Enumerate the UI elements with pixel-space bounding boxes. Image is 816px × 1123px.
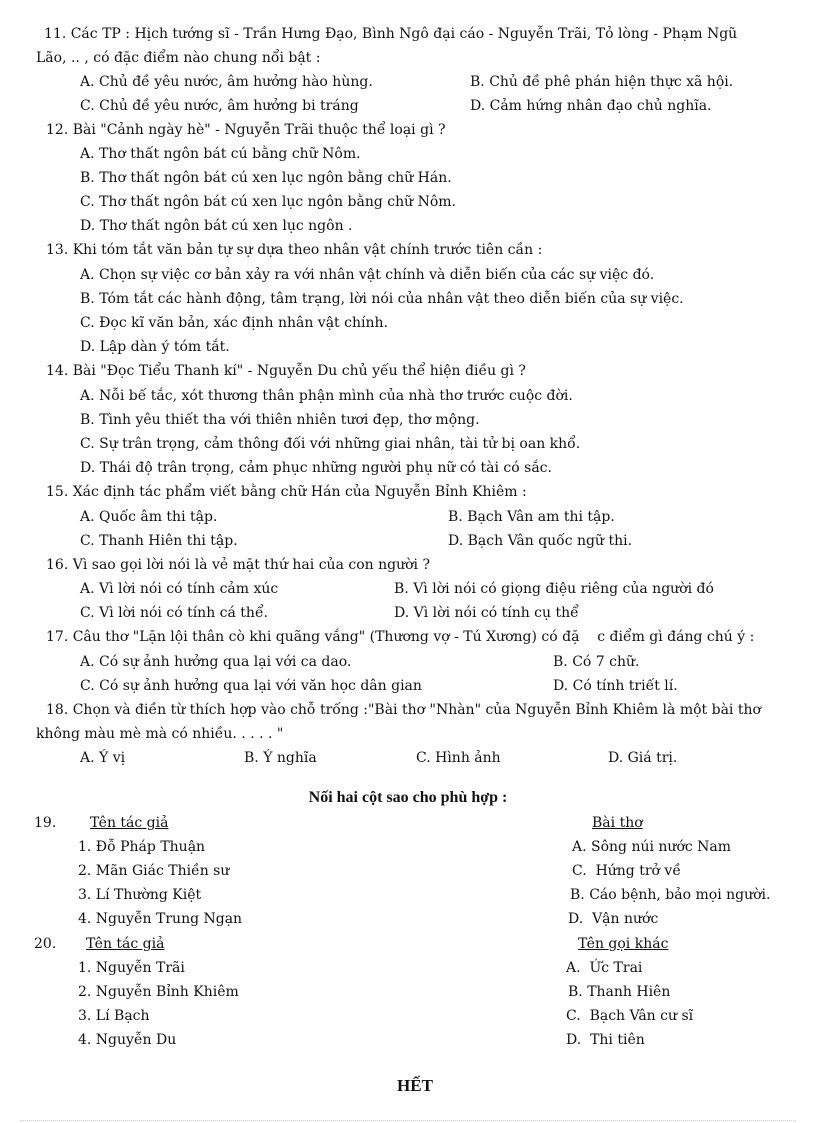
q17-option-d: D. Có tính triết lí. (553, 678, 678, 694)
q17-option-c: C. Có sự ảnh hưởng qua lại với văn học dân gian (80, 678, 422, 694)
q15-option-b: B. Bạch Vân am thi tập. (448, 509, 615, 525)
q14-stem: 14. Bài "Đọc Tiểu Thanh kí" - Nguyễn Du chủ yếu thể hiện điều gì ? (46, 363, 526, 379)
q20-left-header: Tên tác giả (86, 936, 165, 952)
q16-stem: 16. Vì sao gọi lời nói là vẻ mặt thứ hai của con người ? (46, 557, 430, 573)
q19-left-item: 2. Mãn Giác Thiền sư (78, 863, 230, 879)
q14-option-b: B. Tình yêu thiết tha với thiên nhiên tươi đẹp, thơ mộng. (80, 412, 480, 428)
q11-option-b: B. Chủ đề phê phán hiện thực xã hội. (470, 74, 734, 90)
q20-left-item: 3. Lí Bạch (78, 1008, 150, 1024)
q19-right-header: Bài thơ (592, 815, 643, 831)
q19-right-item: D. Vận nước (568, 911, 659, 927)
q15-option-a: A. Quốc âm thi tập. (80, 509, 218, 525)
q11-stem-line2: Lão, .. , có đặc điểm nào chung nổi bật : (36, 50, 321, 66)
q18-stem-line2: không màu mè mà có nhiều. . . . . " (36, 726, 284, 742)
q16-option-b: B. Vì lời nói có giọng điệu riêng của người đó (394, 581, 714, 597)
q18-option-a: A. Ý vị (80, 750, 126, 766)
q11-option-d: D. Cảm hứng nhân đạo chủ nghĩa. (470, 98, 712, 114)
q20-right-item: C. Bạch Vân cư sĩ (566, 1008, 694, 1024)
q18-option-b: B. Ý nghĩa (244, 750, 317, 766)
q14-option-c: C. Sự trân trọng, cảm thông đối với những giai nhân, tài tử bị oan khổ. (80, 436, 581, 452)
q19-number: 19. (34, 815, 57, 831)
q15-option-c: C. Thanh Hiên thi tập. (80, 533, 238, 549)
q17-option-a: A. Có sự ảnh hưởng qua lại với ca dao. (80, 654, 352, 670)
q14-option-d: D. Thái độ trân trọng, cảm phục những người phụ nữ có tài có sắc. (80, 460, 552, 476)
q19-right-item: A. Sông núi nước Nam (572, 839, 732, 855)
q13-option-a: A. Chọn sự việc cơ bản xảy ra với nhân vật chính và diễn biến của các sự việc đó. (80, 267, 655, 283)
bottom-dotted-rule (20, 1120, 796, 1121)
q19-left-item: 3. Lí Thường Kiệt (78, 887, 202, 903)
q11-option-a: A. Chủ đề yêu nước, âm hưởng hào hùng. (80, 74, 373, 90)
q18-option-c: C. Hình ảnh (416, 750, 501, 766)
q16-option-c: C. Vì lời nói có tính cá thể. (80, 605, 269, 621)
q13-option-b: B. Tóm tắt các hành động, tâm trạng, lời nói của nhân vật theo diễn biến của sự việc. (80, 291, 684, 307)
q19-right-item: C. Hứng trở về (572, 863, 681, 879)
q16-option-a: A. Vì lời nói có tính cảm xúc (80, 581, 279, 597)
q17-option-b: B. Có 7 chữ. (553, 654, 640, 670)
q16-option-d: D. Vì lời nói có tính cụ thể (394, 605, 579, 621)
q20-right-header: Tên gọi khác (578, 936, 669, 952)
q11-stem-line1: 11. Các TP : Hịch tướng sĩ - Trần Hưng Đạo, Bình Ngô đại cáo - Nguyễn Trãi, Tỏ lòng - Phạm Ngũ (44, 26, 738, 42)
q13-stem: 13. Khi tóm tắt văn bản tự sự dựa theo nhân vật chính trước tiên cần : (46, 242, 543, 258)
q11-option-c: C. Chủ đề yêu nước, âm hưởng bi tráng (80, 98, 359, 114)
q20-right-item: B. Thanh Hiên (568, 984, 671, 1000)
q13-option-d: D. Lập dàn ý tóm tắt. (80, 339, 230, 355)
q20-left-item: 2. Nguyễn Bỉnh Khiêm (78, 984, 239, 1000)
q15-stem: 15. Xác định tác phẩm viết bằng chữ Hán của Nguyễn Bỉnh Khiêm : (46, 484, 527, 500)
q13-option-c: C. Đọc kĩ văn bản, xác định nhân vật chính. (80, 315, 388, 331)
matching-heading: Nối hai cột sao cho phù hợp : (308, 789, 508, 806)
q19-right-item: B. Cáo bệnh, bảo mọi người. (570, 887, 771, 903)
q19-left-item: 1. Đỗ Pháp Thuận (78, 839, 206, 855)
q15-option-d: D. Bạch Vân quốc ngữ thi. (448, 533, 633, 549)
q20-right-item: D. Thi tiên (566, 1032, 645, 1048)
q19-left-item: 4. Nguyễn Trung Ngạn (78, 911, 243, 927)
q18-option-d: D. Giá trị. (608, 750, 678, 766)
q12-option-d: D. Thơ thất ngôn bát cú xen lục ngôn . (80, 218, 353, 234)
q19-left-header: Tên tác giả (90, 815, 169, 831)
q12-stem: 12. Bài "Cảnh ngày hè" - Nguyễn Trãi thuộc thể loại gì ? (46, 122, 446, 138)
q20-left-item: 1. Nguyễn Trãi (78, 960, 185, 976)
q18-stem-line1: 18. Chọn và điền từ thích hợp vào chỗ trống :"Bài thơ "Nhàn" của Nguyễn Bỉnh Khiêm là một bài thơ (46, 702, 761, 718)
q14-option-a: A. Nỗi bế tắc, xót thương thân phận mình của nhà thơ trước cuộc đời. (80, 388, 573, 404)
q20-right-item: A. Ức Trai (566, 960, 643, 976)
q12-option-c: C. Thơ thất ngôn bát cú xen lục ngôn bằng chữ Nôm. (80, 194, 456, 210)
q17-stem: 17. Câu thơ "Lặn lội thân cò khi quãng vắng" (Thương vợ - Tú Xương) có đặ c điểm gì đáng chú ý : (46, 629, 755, 645)
end-marker: HẾT (397, 1076, 433, 1095)
q20-number: 20. (34, 936, 57, 952)
q12-option-a: A. Thơ thất ngôn bát cú bằng chữ Nôm. (80, 146, 361, 162)
q20-left-item: 4. Nguyễn Du (78, 1032, 177, 1048)
q12-option-b: B. Thơ thất ngôn bát cú xen lục ngôn bằng chữ Hán. (80, 170, 452, 186)
